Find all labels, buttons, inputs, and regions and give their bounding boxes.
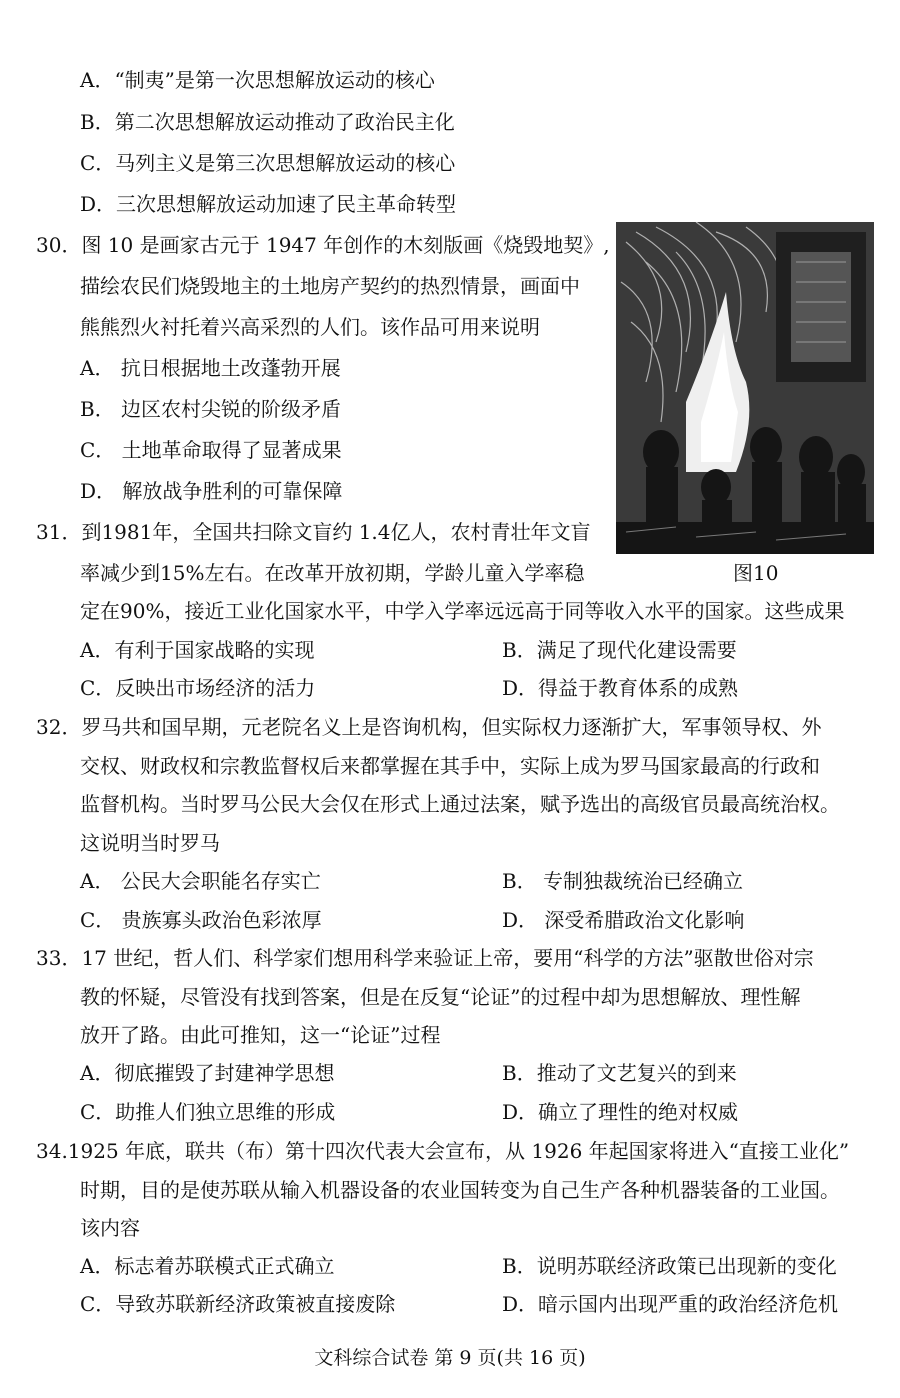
q30-stem-line-2: 描绘农民们烧毁地主的土地房产契约的热烈情景，画面中 (80, 274, 580, 298)
q34-option-d: D．暗示国内出现严重的政治经济危机 (502, 1292, 839, 1316)
q31-option-d: D．得益于教育体系的成熟 (502, 676, 739, 700)
q29-option-c: C．马列主义是第三次思想解放运动的核心 (80, 151, 456, 175)
q29-option-d: D．三次思想解放运动加速了民主革命转型 (80, 192, 457, 216)
q30-stem-line-3: 熊熊烈火衬托着兴高采烈的人们。该作品可用来说明 (80, 315, 540, 339)
page-footer: 文科综合试卷 第 9 页(共 16 页) (314, 1347, 586, 1369)
q34-option-a: A．标志着苏联模式正式确立 (80, 1254, 335, 1278)
q31-option-a: A．有利于国家战略的实现 (80, 638, 315, 662)
q33-stem-line-3: 放开了路。由此可推知，这一“论证”过程 (80, 1023, 441, 1047)
q34-option-c: C．导致苏联新经济政策被直接废除 (80, 1292, 396, 1316)
q34-option-b: B．说明苏联经济政策已出现新的变化 (502, 1254, 837, 1278)
q32-option-d: D． 深受希腊政治文化影响 (502, 908, 745, 932)
q32-option-a: A． 公民大会职能名存实亡 (80, 869, 321, 893)
q30-option-b: B． 边区农村尖锐的阶级矛盾 (80, 397, 342, 421)
q33-option-a: A．彻底摧毁了封建神学思想 (80, 1061, 335, 1085)
q32-stem-line-1: 32．罗马共和国早期，元老院名义上是咨询机构，但实际权力逐渐扩大，军事领导权、外 (36, 715, 822, 739)
q32-stem-line-4: 这说明当时罗马 (80, 831, 220, 855)
q33-option-b: B．推动了文艺复兴的到来 (502, 1061, 737, 1085)
q31-stem-line-1: 31．到1981年，全国共扫除文盲约 1.4亿人，农村青壮年文盲 (36, 520, 591, 544)
q31-option-b: B．满足了现代化建设需要 (502, 638, 737, 662)
q31-option-c: C．反映出市场经济的活力 (80, 676, 316, 700)
q33-option-d: D．确立了理性的绝对权威 (502, 1100, 739, 1124)
q30-option-d: D． 解放战争胜利的可靠保障 (80, 479, 343, 503)
q33-option-c: C．助推人们独立思维的形成 (80, 1100, 336, 1124)
q34-stem-line-3: 该内容 (80, 1216, 140, 1240)
q29-option-b: B．第二次思想解放运动推动了政治民主化 (80, 110, 455, 134)
q34-stem-line-2: 时期，目的是使苏联从输入机器设备的农业国转变为自己生产各种机器装备的工业国。 (80, 1178, 840, 1202)
q29-option-a: A．“制夷”是第一次思想解放运动的核心 (80, 68, 435, 92)
q31-stem-line-3: 定在90%，接近工业化国家水平，中学入学率远远高于同等收入水平的国家。这些成果 (80, 599, 845, 623)
q32-option-b: B． 专制独裁统治已经确立 (502, 869, 744, 893)
q30-option-a: A． 抗日根据地土改蓬勃开展 (80, 356, 341, 380)
q30-option-c: C． 土地革命取得了显著成果 (80, 438, 342, 462)
q32-stem-line-2: 交权、财政权和宗教监督权后来都掌握在其手中，实际上成为罗马国家最高的行政和 (80, 754, 820, 778)
q32-stem-line-3: 监督机构。当时罗马公民大会仅在形式上通过法案，赋予选出的高级官员最高统治权。 (80, 792, 840, 816)
q33-stem-line-2: 教的怀疑，尽管没有找到答案，但是在反复“论证”的过程中却为思想解放、理性解 (80, 985, 801, 1009)
q34-stem-line-1: 34.1925 年底，联共（布）第十四次代表大会宣布，从 1926 年起国家将进入“直接工业化” (36, 1139, 850, 1163)
q30-stem-line-1: 30．图 10 是画家古元于 1947 年创作的木刻版画《烧毁地契》, (36, 233, 610, 257)
q33-stem-line-1: 33．17 世纪，哲人们、科学家们想用科学来验证上帝，要用“科学的方法”驱散世俗对宗 (36, 946, 814, 970)
figure-caption: 图10 (733, 561, 779, 585)
woodcut-figure-10 (616, 222, 874, 554)
q32-option-c: C． 贵族寡头政治色彩浓厚 (80, 908, 322, 932)
q31-stem-line-2: 率减少到15%左右。在改革开放初期，学龄儿童入学率稳 (80, 561, 585, 585)
